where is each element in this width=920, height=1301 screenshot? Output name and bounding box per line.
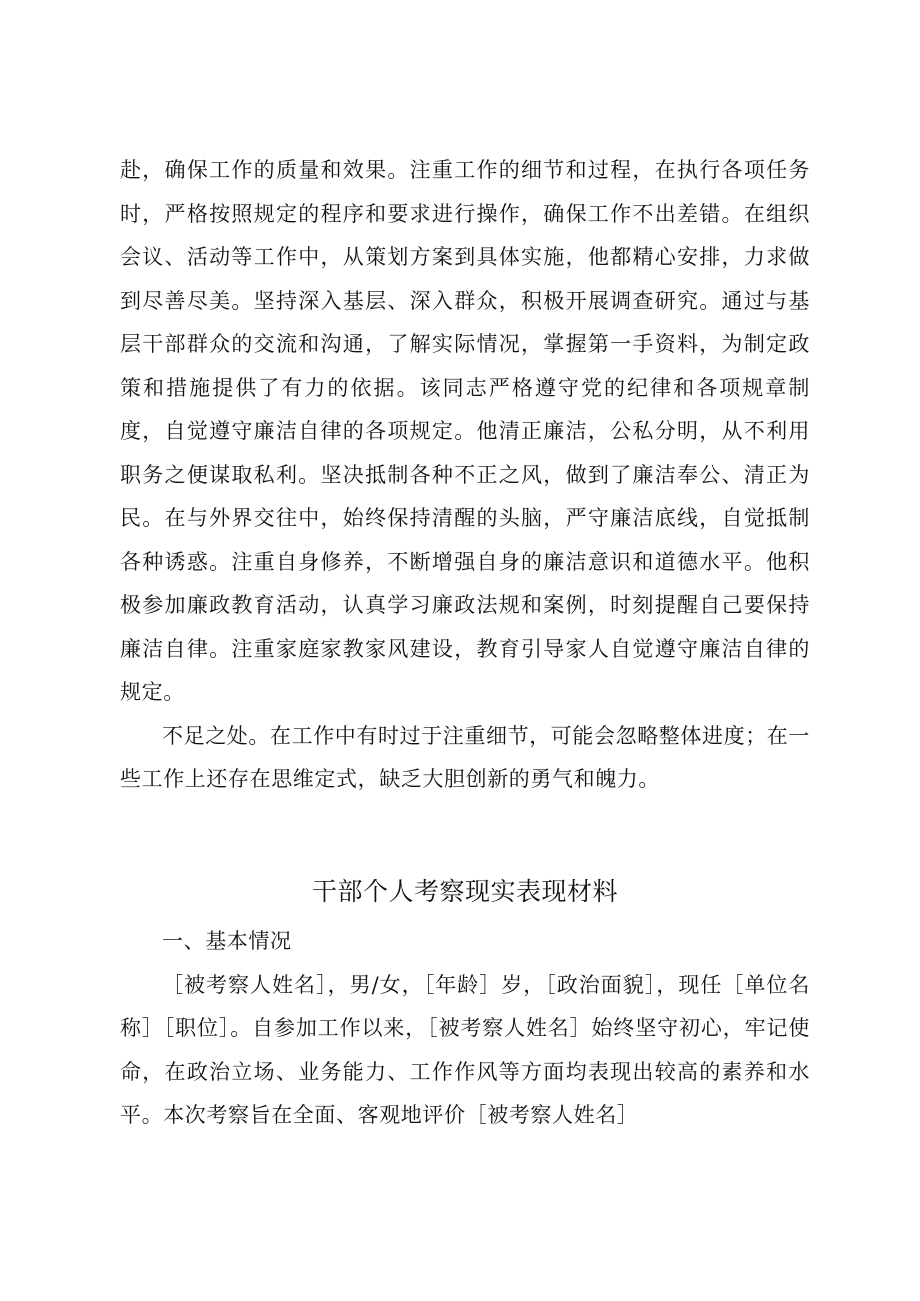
basic-info-paragraph: ［被考察人姓名］，男/女，［年龄］岁，［政治面貌］，现任［单位名称］［职位］。自参加工作以来，［被考察人姓名］始终坚守初心，牢记使命，在政治立场、业务能力、工作作风等方面均表现出较高的素养和水平。本次考察旨在全面、客观地评价［被考察人姓名］ [120, 972, 810, 1127]
shortcomings-paragraph: 不足之处。在工作中有时过于注重细节，可能会忽略整体进度；在一些工作上还存在思维定式，缺乏大胆创新的勇气和魄力。 [120, 723, 810, 791]
document-title: 干部个人考察现实表现材料 [311, 877, 618, 906]
section-heading: 一、基本情况 [162, 929, 292, 953]
basic-info-section [120, 920, 810, 1138]
previous-section-body [120, 149, 810, 802]
continuation-paragraph: 赴，确保工作的质量和效果。注重工作的细节和过程，在执行各项任务时，严格按照规定的程序和要求进行操作，确保工作不出差错。在组织会议、活动等工作中，从策划方案到具体实施，他都精心安排，力求做到尽善尽美。坚持深入基层、深入群众，积极开展调查研究。通过与基层干部群众的交流和沟通，了解实际情况，掌握第一手资料，为制定政策和措施提供了有力的依据。该同志严格遵守党的纪律和各项规章制度，自觉遵守廉洁自律的各项规定。他清正廉洁，公私分明，从不利用职务之便谋取私利。坚决抵制各种不正之风，做到了廉洁奉公、清正为民。在与外界交往中，始终保持清醒的头脑，严守廉洁底线，自觉抵制各种诱惑。注重自身修养，不断增强自身的廉洁意识和道德水平。他积极参加廉政教育活动，认真学习廉政法规和案例，时刻提醒自己要保持廉洁自律。注重家庭家教家风建设，教育引导家人自觉遵守廉洁自律的规定。 [120, 158, 810, 704]
